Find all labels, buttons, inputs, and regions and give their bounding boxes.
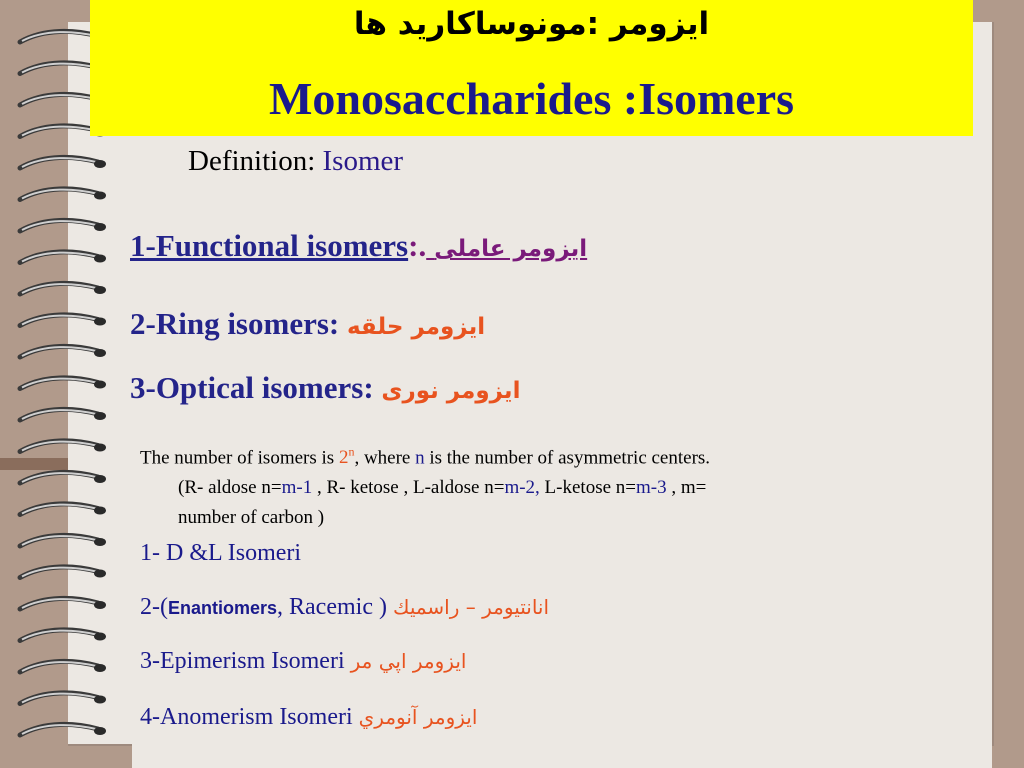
paragraph-text: The number of isomers is xyxy=(140,447,339,469)
binding-ring xyxy=(20,378,106,389)
paragraph-2n xyxy=(339,447,355,468)
functional-isomers-suffix: :. xyxy=(408,228,427,263)
paragraph-m1: m-1 xyxy=(281,477,313,499)
list-item-enantiomers-word: Enantiomers xyxy=(167,598,278,618)
binding-ring xyxy=(20,409,106,420)
list-item-text: 3-Epimerism Isomeri xyxy=(140,648,351,674)
binding-ring xyxy=(20,567,106,578)
definition-label: Definition: xyxy=(188,145,316,177)
binding-ring xyxy=(20,693,106,704)
optical-isomers-row xyxy=(130,370,520,406)
paragraph-2: 2 xyxy=(338,447,349,469)
binding-ring xyxy=(20,535,106,546)
title-banner xyxy=(90,0,973,136)
list-item-text: 4-Anomerism Isomeri xyxy=(140,704,359,730)
paragraph-m2: m-2, xyxy=(504,477,540,499)
isomer-count-paragraph xyxy=(140,437,970,533)
optical-isomers-label: 3-Optical isomers: xyxy=(130,370,374,405)
paragraph-text: (R- aldose n= xyxy=(178,477,282,499)
definition-line xyxy=(188,145,403,178)
list-item-text: 1- D &L Isomeri xyxy=(140,540,302,566)
title-english: Monosaccharides :Isomers xyxy=(268,73,795,124)
binding-ring xyxy=(20,157,106,168)
binding-ring xyxy=(20,630,106,641)
list-item-text: , Racemic ) xyxy=(277,594,393,620)
binding-ring xyxy=(20,724,106,735)
definition-term: Isomer xyxy=(322,145,404,177)
functional-isomers-label: 1-Functional isomers xyxy=(130,228,409,263)
paragraph-text: , where xyxy=(354,447,416,469)
paragraph-line-2 xyxy=(140,473,970,503)
binding-ring xyxy=(20,346,106,357)
ring-isomers-row xyxy=(130,306,485,342)
binding-ring xyxy=(20,220,106,231)
list-item-persian: ایزومر آنومري xyxy=(358,705,478,729)
binding-ring xyxy=(20,283,106,294)
list-item-enantiomers xyxy=(140,594,549,621)
paragraph-text: , m= xyxy=(666,477,707,499)
binding-ring xyxy=(20,472,106,483)
binding-ring xyxy=(20,441,106,452)
optical-isomers-persian: ایزومر نوری xyxy=(381,378,521,404)
binding-ring xyxy=(20,661,106,672)
binding-ring xyxy=(20,252,106,263)
list-item-anomerism xyxy=(140,704,477,731)
ring-isomers-label: 2-Ring isomers: xyxy=(130,306,340,341)
paragraph-text: L-ketose n= xyxy=(539,477,636,499)
paragraph-m3: m-3 xyxy=(635,477,667,499)
list-item-epimerism xyxy=(140,648,466,675)
binding-ring xyxy=(20,189,106,200)
list-item-dl xyxy=(140,540,301,567)
list-item-persian: ایزومر اپي مر xyxy=(350,649,467,673)
paragraph-text: is the number of asymmetric centers. xyxy=(424,447,711,469)
list-item-persian: انانتیومر – راسمیك xyxy=(392,595,550,619)
paragraph-sup-n: n xyxy=(348,445,355,459)
paragraph-text: number of carbon ) xyxy=(178,507,325,529)
title-persian: ایزومر :مونوساکارید ها xyxy=(353,6,710,42)
list-item-text: 2-( xyxy=(140,594,168,620)
paragraph-text: , R- ketose , L-aldose n= xyxy=(312,477,505,499)
paragraph-line-1 xyxy=(140,437,970,473)
binding-ring xyxy=(20,315,106,326)
binding-ring xyxy=(20,504,106,515)
ring-isomers-persian: ایزومر حلقه xyxy=(346,314,486,340)
functional-isomers-row xyxy=(130,228,587,264)
functional-isomers-persian: ایزومر عاملی xyxy=(426,236,588,262)
paragraph-n: n xyxy=(415,447,425,469)
paragraph-line-3 xyxy=(140,503,970,533)
binding-ring xyxy=(20,598,106,609)
